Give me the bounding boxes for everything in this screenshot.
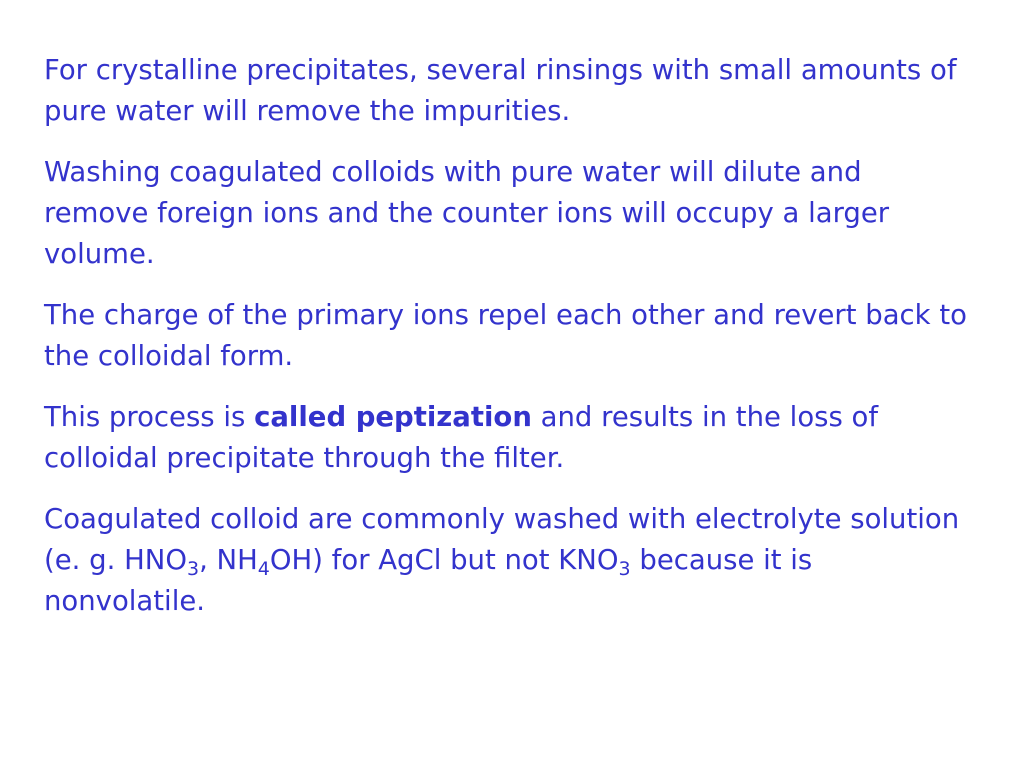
slide-content — [44, 50, 974, 642]
paragraph-text: The charge of the primary ions repel each other and revert back to the colloidal form. — [44, 299, 967, 372]
paragraph-text-part: OH) for AgCl but not KNO — [269, 544, 619, 576]
paragraph-primary-ions — [44, 295, 974, 377]
paragraph-text: For crystalline precipitates, several rinsings with small amounts of pure water will remove the impurities. — [44, 54, 957, 127]
paragraph-text-part: , NH — [199, 544, 258, 576]
peptization-term: called peptization — [254, 401, 532, 433]
subscript: 3 — [186, 558, 200, 580]
paragraph-text-after: and results in the loss of colloidal precipitate through the filter. — [44, 401, 879, 474]
paragraph-text: Washing coagulated colloids with pure water will dilute and remove foreign ions and the counter ions will occupy a larger volume. — [44, 156, 890, 270]
paragraph-crystalline-rinsing — [44, 50, 974, 132]
paragraph-washing-colloids — [44, 152, 974, 275]
paragraph-text-part: Coagulated colloid are commonly washed with electrolyte solution (e. g. HNO — [44, 503, 960, 576]
paragraph-peptization — [44, 397, 974, 479]
paragraph-electrolyte-washing — [44, 499, 974, 622]
paragraph-text-part: because it is nonvolatile. — [44, 544, 813, 617]
subscript: 4 — [257, 558, 270, 580]
subscript: 3 — [618, 558, 631, 580]
paragraph-text-before: This process is — [44, 401, 255, 433]
